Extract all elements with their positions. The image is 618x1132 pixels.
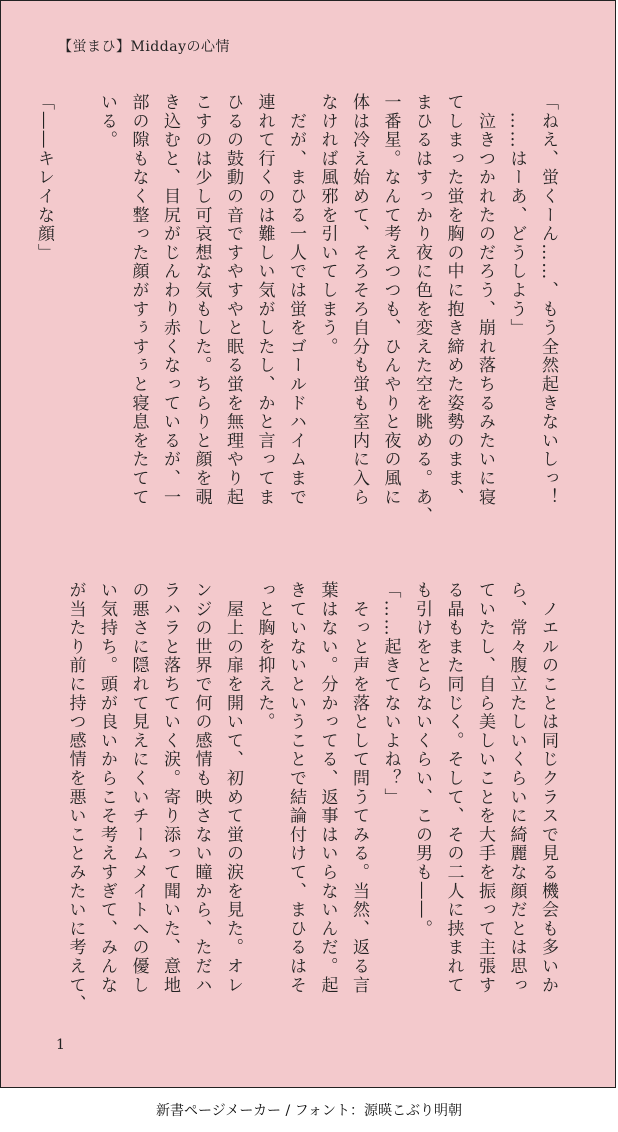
lower-text-block: ノエルのことは同じクラスで見る機会も多いか ら、常々腹立たしいくらいに綺麗な顔だとは思っ ていたし、自ら美しいことを大手を振って主張す る晶もまた同じく。そして、その二人に挟まれて も引けをとらないくらい、この男も――。 「……起きてないよね？」 そっと声を落として問うてみる。当然、返る言 葉はない。分かってる、返事はいらないんだ。起 きていないということで結論付けて、まひるはそ っと胸を抑えた。 屋上の扉を開いて、初めて蛍の涙を見た。オレ ンジの世界で何の感情も映さない瞳から、ただハ ラハラと落ちていく涙。寄り添って聞いた、意地 の悪さに隠れて見えにくいチームメイトへの優し い気持ち。頭が良いからこそ考えすぎて、みんな が当たり前に持つ感情を悪いことみたいに考えて、	[65, 581, 558, 1014]
page-number: 1	[56, 1037, 65, 1053]
footer-credit: 新書ページメーカー / フォント：源暎こぶり明朝	[156, 1103, 462, 1119]
upper-text-block: 「ねえ、蛍くーん……、もう全然起きないしっ！ ……はーあ、どうしよう」 泣きつかれたのだろう、崩れ落ちるみたいに寝 てしまった蛍を胸の中に抱き締めた姿勢のまま、 まひるはすっかり夜に色を変えた空を眺める。あ、 一番星。なんて考えつつも、ひんやりと夜の風に 体は冷え始めて、そろそろ自分も蛍も室内に入ら なければ風邪を引いてしまう。 だが、まひる一人では蛍をゴールドハイムまで 連れて行くのは難しい気がしたし、かと言ってま ひるの鼓動の音ですやすやと眠る蛍を無理やり起 こすのは少し可哀想な気もした。ちらりと顔を覗 き込むと、目尻がじんわり赤くなっているが、一 部の隙もなく整った顔がすぅすぅと寝息をたてて いる。 「――キレイな顔」	[34, 93, 558, 526]
page-title: 【蛍まひ】Middayの心情	[58, 39, 230, 55]
